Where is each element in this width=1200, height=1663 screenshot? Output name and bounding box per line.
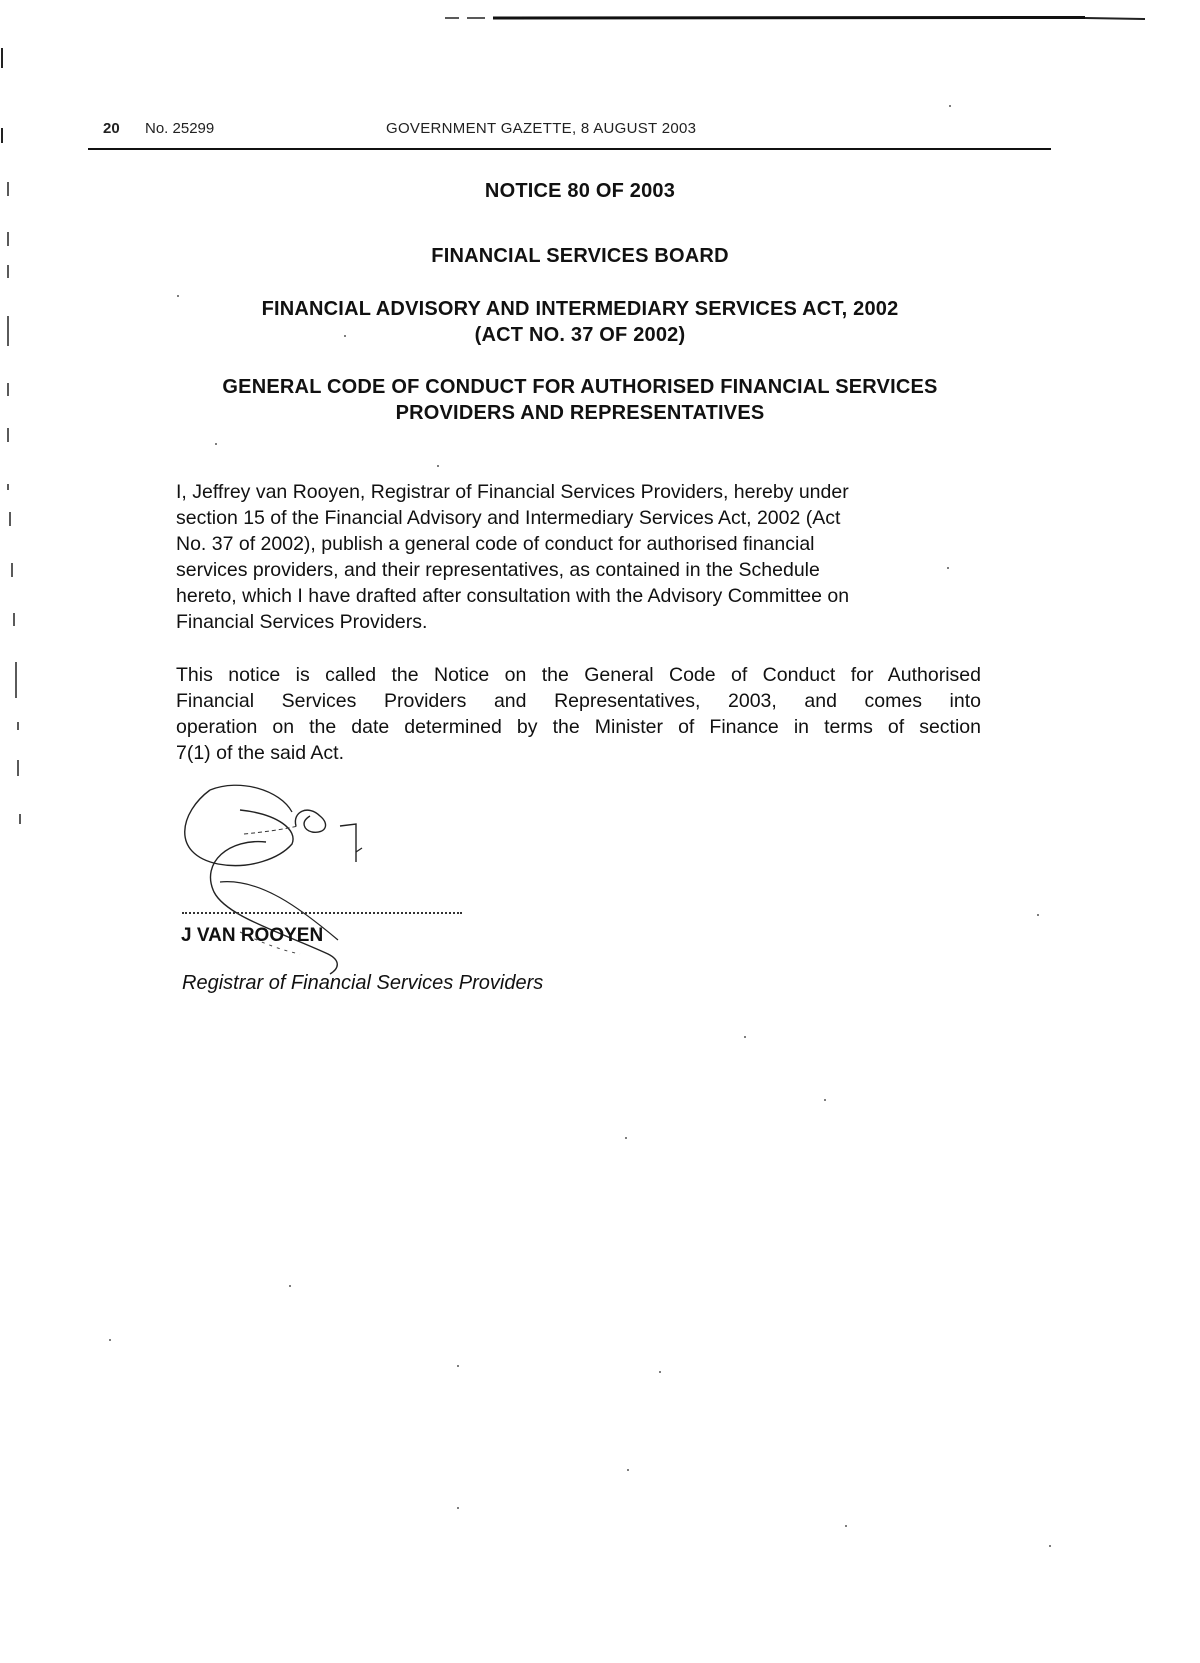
act-heading-line2: (ACT NO. 37 OF 2002) xyxy=(474,324,686,346)
board-heading: FINANCIAL SERVICES BOARD xyxy=(431,245,729,267)
paragraph-commencement xyxy=(176,662,981,766)
paragraph-line: operation on the date determined by the Minister of Finance in terms of section xyxy=(176,716,981,738)
header-rule xyxy=(88,148,1051,150)
notice-title: NOTICE 80 OF 2003 xyxy=(484,180,676,202)
gazette-title: GOVERNMENT GAZETTE, 8 AUGUST 2003 xyxy=(386,120,697,137)
paragraph-line: section 15 of the Financial Advisory and Intermediary Services Act, 2002 (Act xyxy=(176,507,841,529)
paragraph-line: This notice is called the Notice on the General Code of Conduct for Authorised xyxy=(176,664,981,686)
signatory-title: Registrar of Financial Services Providers xyxy=(182,972,544,994)
paragraph-line: Financial Services Providers. xyxy=(176,611,428,633)
issue-number: No. 25299 xyxy=(145,120,215,137)
paragraph-line: 7(1) of the said Act. xyxy=(176,742,345,764)
paragraph-line: services providers, and their representatives, as contained in the Schedule xyxy=(176,559,820,581)
act-heading-line1: FINANCIAL ADVISORY AND INTERMEDIARY SERVICES ACT, 2002 xyxy=(261,298,899,320)
paragraph-intro xyxy=(176,479,981,635)
handwritten-signature xyxy=(180,782,480,982)
scan-top-rule xyxy=(445,16,1145,20)
page-number: 20 xyxy=(103,120,120,137)
code-heading-line2: PROVIDERS AND REPRESENTATIVES xyxy=(395,402,765,424)
paragraph-line: No. 37 of 2002), publish a general code of conduct for authorised financial xyxy=(176,533,815,555)
paragraph-line: Financial Services Providers and Representatives, 2003, and comes into xyxy=(176,690,981,712)
running-header xyxy=(103,120,1053,142)
margin-scan-marks xyxy=(0,0,40,900)
signature-line xyxy=(182,912,462,914)
paragraph-line: hereto, which I have drafted after consultation with the Advisory Committee on xyxy=(176,585,850,607)
paragraph-line: I, Jeffrey van Rooyen, Registrar of Financial Services Providers, hereby under xyxy=(176,481,849,503)
code-heading-line1: GENERAL CODE OF CONDUCT FOR AUTHORISED FINANCIAL SERVICES xyxy=(222,376,938,398)
signatory-name: J VAN ROOYEN xyxy=(181,925,324,946)
